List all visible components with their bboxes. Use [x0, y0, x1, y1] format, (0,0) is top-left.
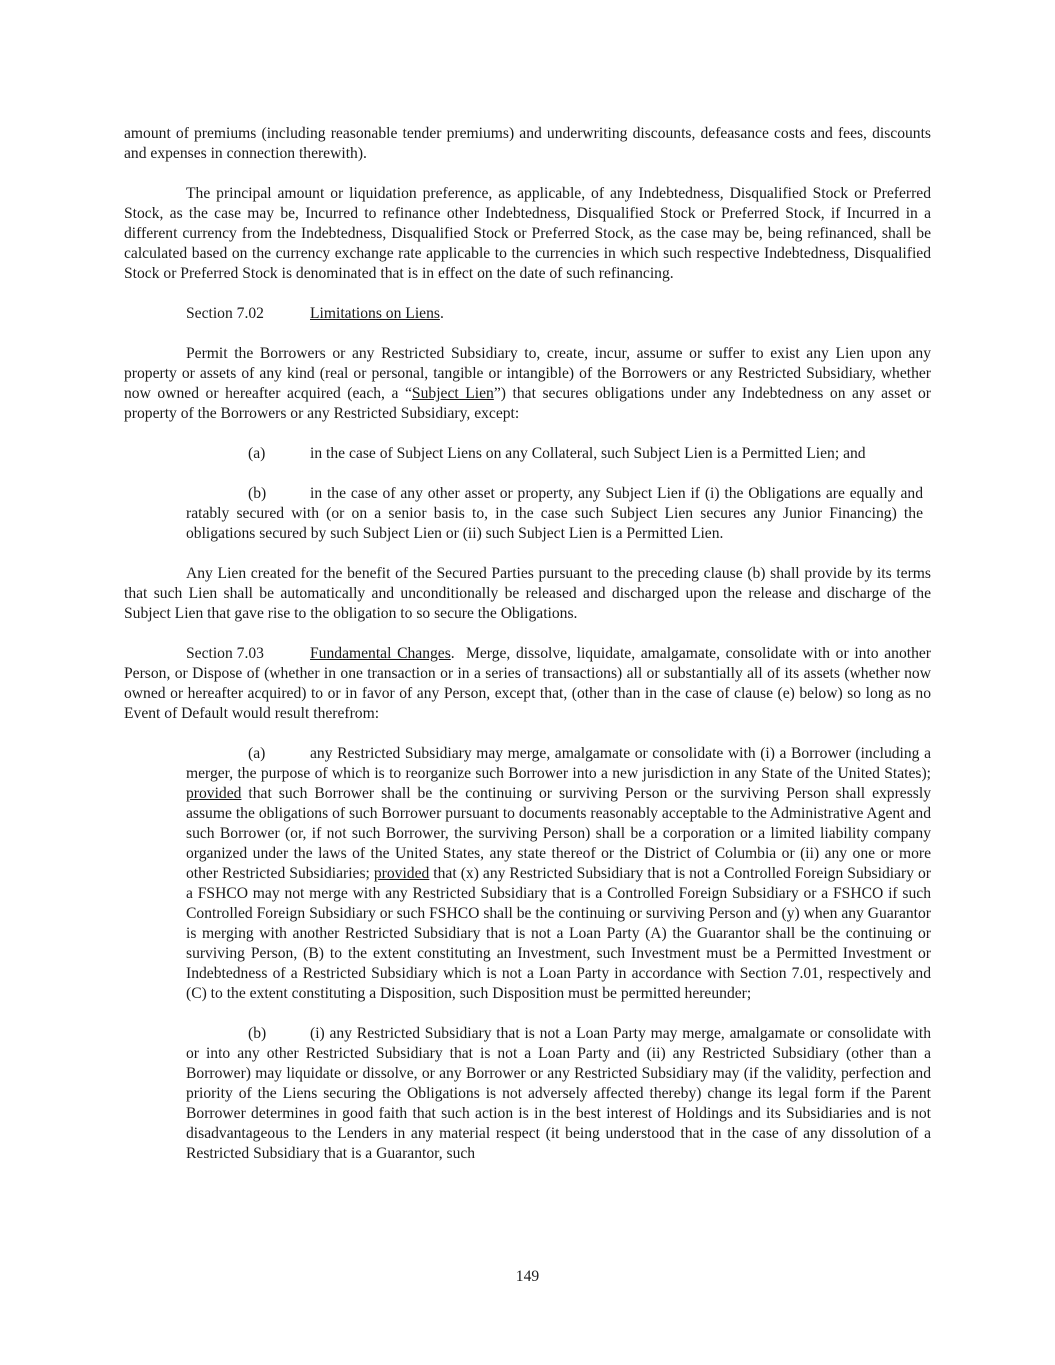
section-7-03-paragraph: Section 7.03 Fundamental Changes. Merge, dissolve, liquidate, amalgamate, consolidate with or into another Person, or Dispose of (whether in one transaction or in a series of transactions) all or substantially all of its assets (whether now owned or hereafter acquired) to or in favor of any Person, except that, (other than in the case of clause (e) below) so long as no Event of Default would result therefrom:: [124, 645, 935, 722]
page-number: 149: [515, 1268, 540, 1285]
provided-term: provided: [373, 865, 430, 882]
document-page: [124, 124, 935, 1164]
refinancing-paragraph: The principal amount or liquidation preference, as applicable, of any Indebtedness, Disqualified Stock or Preferred Stock, as the case may be, Incurred to refinance other Indebtedness, Disqualified Stock or Preferred Stock, if Incurred in a different currency from the Indebtedness, Disqualified Stock or Preferred Stock, as the case may be, being refinanced, shall be calculated based on the currency exchange rate applicable to the currencies in which such respective Indebtedness, Disqualified Stock or Preferred Stock is denominated that is in effect on the date of such refinancing.: [124, 185, 931, 282]
section-7-02-intro: Permit the Borrowers or any Restricted Subsidiary to, create, incur, assume or suffer to exist any Lien upon any property or assets of any kind (real or personal, tangible or intangible) of the Borrowers or any Restricted Subsidiary, whether now owned or hereafter acquired (each, a “Subject Lien”) that secures obligations under any Indebtedness on any asset or property of the Borrowers or any Restricted Subsidiary, except:: [124, 345, 931, 422]
clause-label: (a): [248, 445, 266, 462]
section-7-02-clause-a: (a) in the case of Subject Liens on any Collateral, such Subject Lien is a Permitted Lien; and: [248, 445, 866, 462]
section-7-02-heading: Section 7.02 Limitations on Liens.: [186, 305, 444, 322]
continuation-paragraph: amount of premiums (including reasonable tender premiums) and underwriting discounts, defeasance costs and fees, discounts and expenses in connection therewith).: [124, 125, 931, 162]
section-7-02-closing: Any Lien created for the benefit of the Secured Parties pursuant to the preceding clause (b) shall provide by its terms that such Lien shall be automatically and unconditionally be released and discharged upon the release and discharge of the Subject Lien that gave rise to the obligation to so secure the Obligations.: [124, 565, 931, 622]
defined-term-subject-lien: Subject Lien: [411, 385, 494, 402]
clause-label: (a): [248, 745, 266, 762]
section-title: Limitations on Liens: [310, 305, 440, 322]
clause-label: (b): [248, 1025, 267, 1042]
section-7-03-clause-b: (b) (i) any Restricted Subsidiary that is not a Loan Party may merge, amalgamate or consolidate with or into any other Restricted Subsidiary that is not a Loan Party and (ii) any Restricted Subsidiary (other than a Borrower) may liquidate or dissolve, or any Borrower or any Restricted Subsidiary may (if the validity, perfection and priority of the Liens securing the Obligations is not adversely affected thereby) change its legal form if the Parent Borrower determines in good faith that such action is in the best interest of Holdings and its Subsidiaries and is not disadvantageous to the Lenders in any material respect (it being understood that in the case of any dissolution of a Restricted Subsidiary that is a Guarantor, such: [186, 1025, 931, 1162]
section-number: Section 7.02: [186, 305, 264, 322]
section-number: Section 7.03: [186, 645, 264, 662]
section-7-02-clause-b: (b) in the case of any other asset or property, any Subject Lien if (i) the Obligations are equally and ratably secured with (or on a senior basis to, in the case such Subject Lien secures any Junior Financing) the obligations secured by such Subject Lien or (ii) such Subject Lien is a Permitted Lien.: [186, 485, 923, 542]
clause-label: (b): [248, 485, 267, 502]
section-7-03-clause-a: (a) any Restricted Subsidiary may merge, amalgamate or consolidate with (i) a Borrower (including a merger, the purpose of which is to reorganize such Borrower into a new jurisdiction in any State of the United States); provided that such Borrower shall be the continuing or surviving Person or the surviving Person shall expressly assume the obligations of such Borrower pursuant to documents reasonably acceptable to the Administrative Agent and such Borrower (or, if not such Borrower, the surviving Person) shall be a corporation or a limited liability company organized under the laws of the United States, any state thereof or the District of Columbia or (ii) any one or more other Restricted Subsidiaries; provided that (x) any Restricted Subsidiary that is not a Controlled Foreign Subsidiary or a FSHCO may not merge with any Restricted Subsidiary that is a Controlled Foreign Subsidiary or a FSHCO if such Controlled Foreign Subsidiary or such FSHCO shall be the continuing or surviving Person and (y) when any Guarantor is merging with another Restricted Subsidiary that is not a Loan Party (A) the Guarantor shall be the continuing or surviving Person, (B) to the extent constituting an Investment, such Investment must be a Permitted Investment or Indebtedness of a Restricted Subsidiary which is not a Loan Party in accordance with Section 7.01, respectively and (C) to the extent constituting a Disposition, such Disposition must be permitted hereunder;: [186, 745, 931, 1002]
section-title: Fundamental Changes: [310, 645, 451, 662]
provided-term: provided: [186, 785, 242, 802]
